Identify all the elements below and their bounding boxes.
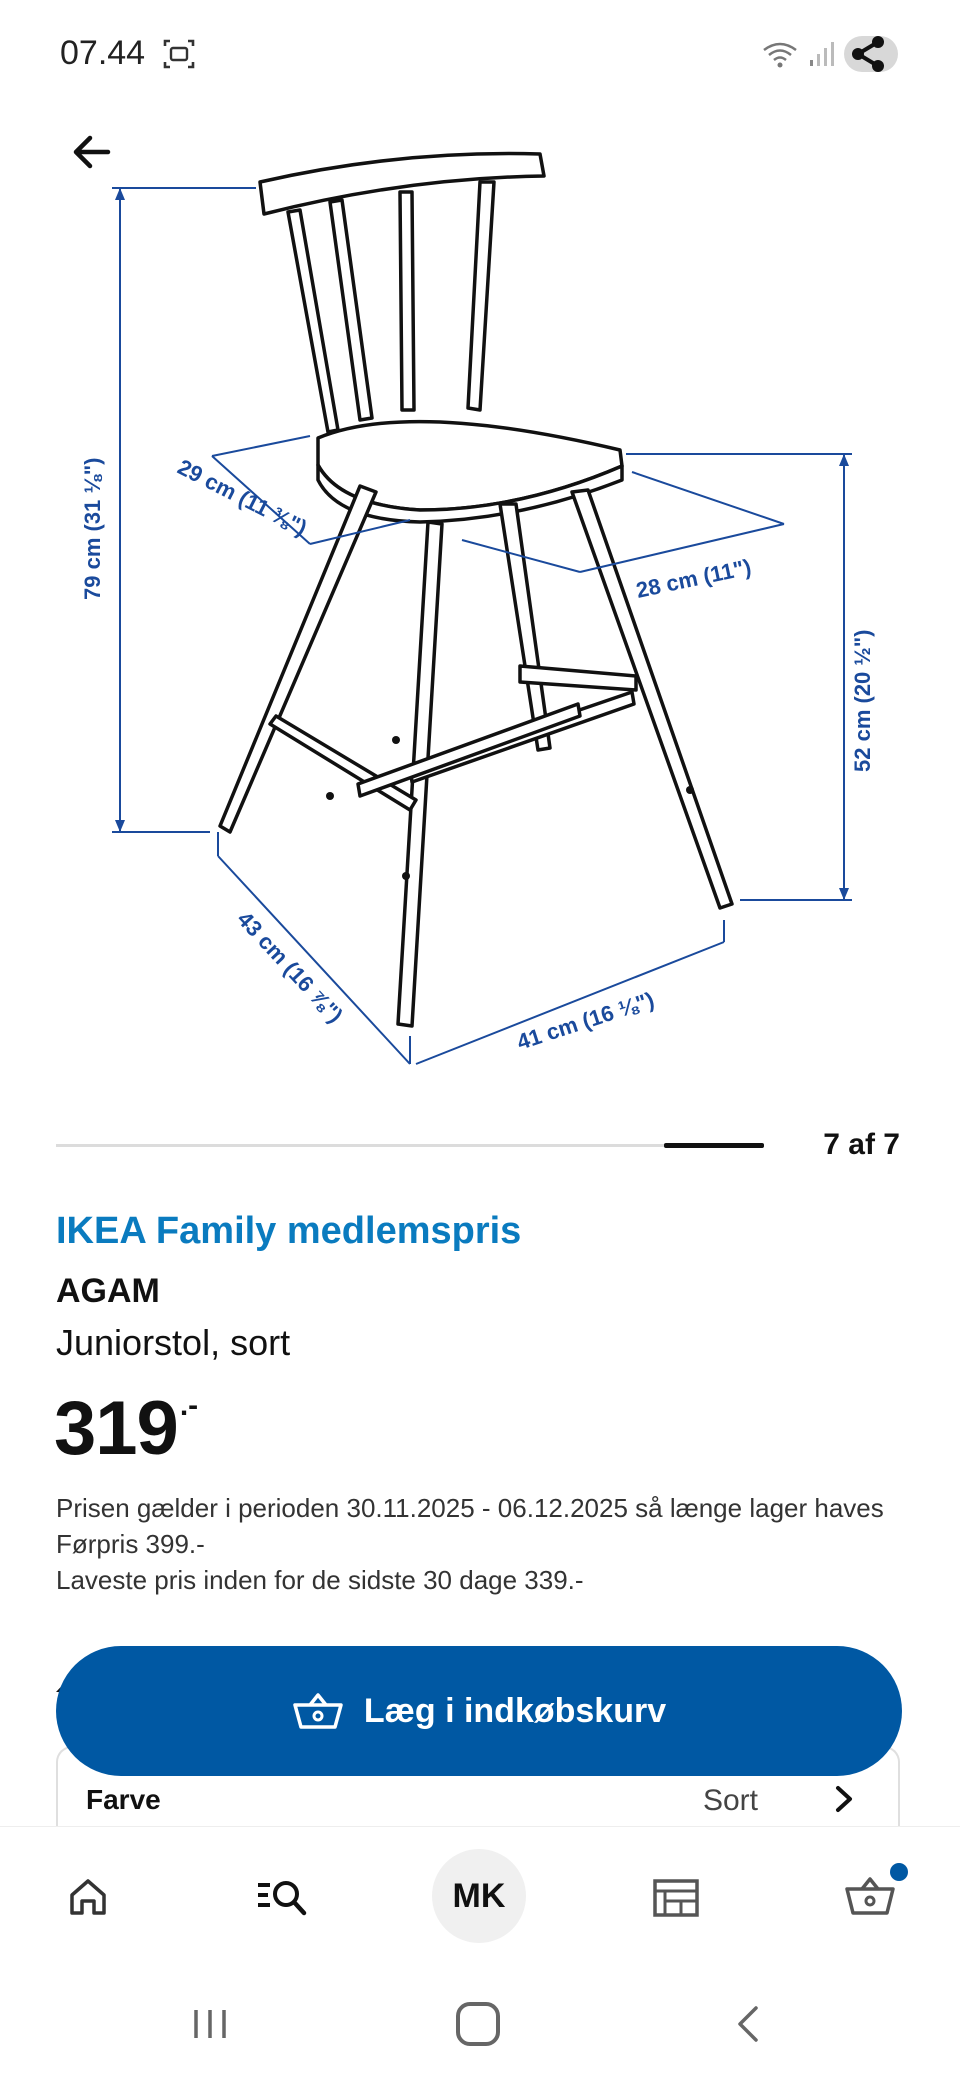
status-time: 07.44 [60, 34, 146, 72]
system-back-icon[interactable] [728, 2004, 768, 2044]
home-icon [66, 1875, 110, 1919]
wifi-icon [760, 38, 800, 70]
product-name: AGAM [56, 1272, 160, 1310]
add-to-cart-label: Læg i indkøbskurv [363, 1691, 667, 1730]
price-value: 319 [54, 1386, 178, 1471]
lowest-price: Laveste pris inden for de sidste 30 dage 339.- [56, 1565, 584, 1595]
product-dimension-drawing [60, 120, 900, 1080]
product-description: Juniorstol, sort [56, 1322, 291, 1363]
price [54, 1386, 198, 1472]
bottom-navigation [0, 1826, 960, 1966]
nav-search[interactable] [244, 1857, 324, 1937]
back-arrow-icon[interactable] [62, 122, 122, 182]
carousel-thumb [664, 1143, 764, 1148]
signal-icon [806, 40, 836, 70]
chevron-right-icon [828, 1784, 858, 1814]
recent-apps-icon[interactable] [190, 2006, 230, 2042]
price-suffix: .- [179, 1389, 199, 1422]
cart-notification-dot [890, 1863, 908, 1881]
price-note [56, 1490, 906, 1598]
carousel-counter: 7 af 7 [823, 1128, 900, 1161]
dimension-seat-height-label: 52 cm (20 ½") [850, 629, 875, 772]
system-navigation [0, 1966, 960, 2080]
dimension-height-label: 79 cm (31 ⅛") [80, 457, 105, 600]
dimension-base-depth-label: 43 cm (16 ⅞") [232, 906, 348, 1028]
status-bar [0, 0, 960, 110]
dimension-base-width-label: 41 cm (16 ⅛") [513, 986, 658, 1055]
profile-avatar: MK [452, 1876, 506, 1915]
price-period: Prisen gælder i perioden 30.11.2025 - 06.12.2025 så længe lager haves [56, 1493, 884, 1523]
carousel-track [56, 1144, 764, 1147]
store-icon [651, 1875, 701, 1919]
nav-home[interactable] [48, 1857, 128, 1937]
dimension-seat-width-label: 28 cm (11") [633, 554, 754, 603]
nav-store[interactable] [636, 1857, 716, 1937]
cart-icon [844, 1875, 896, 1919]
nav-profile[interactable] [432, 1849, 526, 1943]
search-icon [256, 1875, 312, 1919]
dimension-seat-depth-label: 29 cm (11 ⅜") [173, 454, 311, 541]
variant-value: Sort [702, 1784, 758, 1817]
variant-label: Farve [86, 1784, 161, 1815]
system-home-button[interactable] [456, 2002, 500, 2046]
previous-price: Førpris 399.- [56, 1529, 205, 1559]
cart-icon [292, 1691, 344, 1731]
family-price-label: IKEA Family medlemspris [56, 1210, 522, 1252]
add-to-cart-button[interactable] [56, 1646, 902, 1776]
screenshot-icon [162, 38, 196, 70]
share-icon [840, 30, 900, 78]
